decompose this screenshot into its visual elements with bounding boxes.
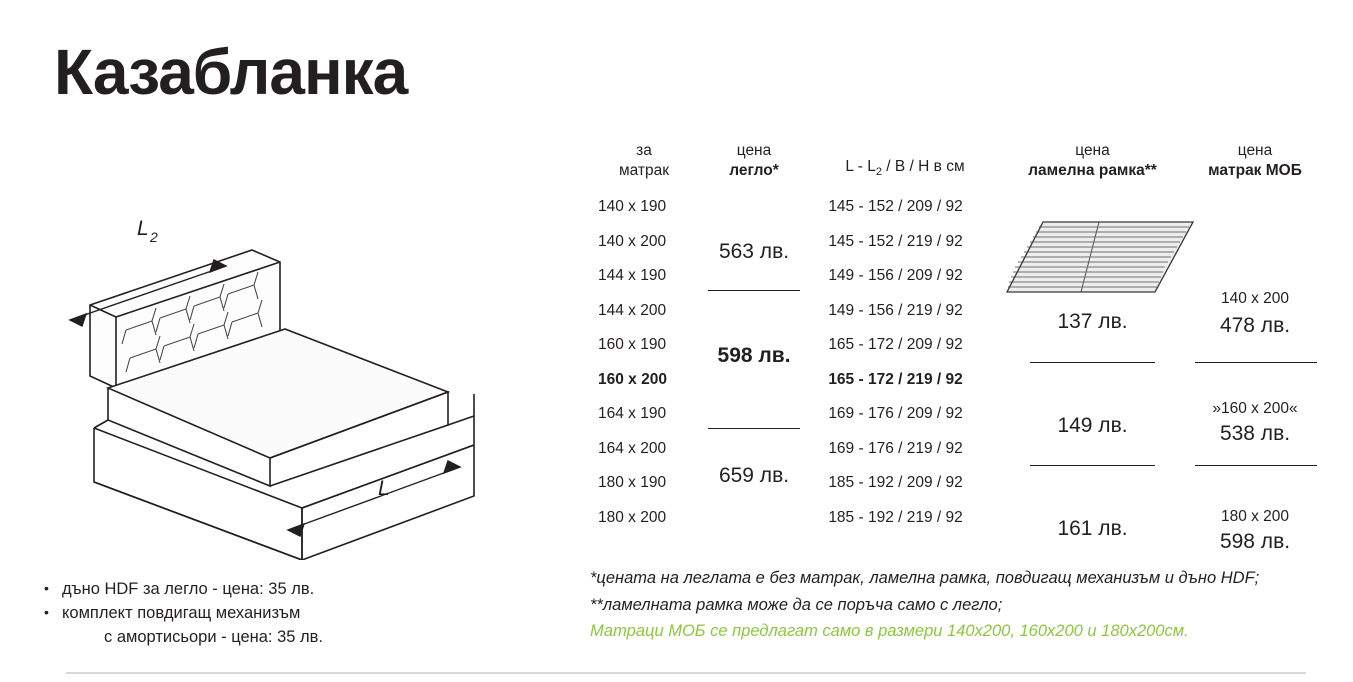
- footnote-2: **ламелната рамка може да се поръча само с легло;: [590, 595, 1003, 614]
- cell-mattress-size: 144 x 200: [598, 301, 667, 319]
- mob-size-1: 140 x 200: [1220, 290, 1290, 307]
- notes-list: [44, 578, 544, 650]
- note-text: дъно HDF за легло - цена: 35 лв.: [62, 580, 315, 598]
- group-divider: [708, 290, 800, 291]
- cell-mattress-size: 144 x 190: [598, 267, 667, 285]
- bed-illustration: [30, 190, 550, 560]
- column-header-dimensions: L - $L_2$ / B / H в см: [845, 158, 965, 179]
- group-divider: [1195, 362, 1317, 363]
- group-divider: [1030, 465, 1155, 466]
- mob-size-3: 180 x 200: [1220, 508, 1290, 525]
- cell-dimensions: 149 - 156 / 219 / 92: [828, 301, 963, 319]
- dimension-label-l: L: [378, 477, 390, 500]
- group-divider: [708, 428, 800, 429]
- table-header-row: [590, 120, 1330, 180]
- column-header-lamel-frame: цена ламелна рамка**: [1028, 142, 1157, 179]
- bed-price-group-3: 659 лв.: [718, 464, 790, 487]
- cell-dimensions: 169 - 176 / 209 / 92: [828, 405, 963, 423]
- price-table: [590, 120, 1330, 553]
- cell-mattress-size: 140 x 190: [598, 198, 667, 216]
- cell-mattress-size: 140 x 200: [598, 232, 667, 250]
- svg-text:2: 2: [150, 229, 158, 245]
- cell-mattress-size: 164 x 190: [598, 405, 667, 423]
- group-divider: [1195, 465, 1317, 466]
- dimension-label-l2: L: [137, 217, 149, 240]
- cell-dimensions: 169 - 176 / 219 / 92: [828, 439, 963, 457]
- column-header-mattress: за матрак: [618, 142, 670, 179]
- cell-dimensions: 165 - 172 / 219 / 92: [828, 370, 963, 388]
- bed-price-group-1: 563 лв.: [718, 240, 790, 263]
- footnote-3: Матраци МОБ се предлагат само в размери 140x200, 160x200 и 180x200см.: [590, 622, 1189, 641]
- footnotes: [590, 565, 1340, 645]
- lamel-frame-illustration: [1005, 218, 1195, 300]
- lamel-price-group-3: 161 лв.: [1057, 517, 1128, 540]
- table-row: [590, 190, 1330, 225]
- cell-mattress-size: 164 x 200: [598, 439, 667, 457]
- bullet-icon: •: [44, 603, 49, 620]
- cell-mattress-size: 160 x 190: [598, 336, 667, 354]
- footnote-1: *цената на леглата е без матрак, ламелна рамка, повдигащ механизъм и дъно HDF;: [590, 569, 1260, 587]
- cell-dimensions: 145 - 152 / 209 / 92: [828, 198, 963, 216]
- bed-price-group-2: 598 лв.: [717, 344, 791, 367]
- cell-mattress-size: 180 x 200: [598, 508, 667, 526]
- lamel-price-group-2: 149 лв.: [1057, 414, 1128, 437]
- lamel-price-group-1: 137 лв.: [1057, 310, 1128, 333]
- column-header-mob-mattress: цена матрак МОБ: [1208, 142, 1302, 179]
- note-text: комплект повдигащ механизъм: [62, 603, 301, 622]
- mob-price-2: 538 лв.: [1219, 422, 1291, 445]
- table-body: [590, 190, 1330, 553]
- list-item: [44, 602, 544, 626]
- cell-dimensions: 185 - 192 / 209 / 92: [828, 474, 963, 492]
- cell-dimensions: 185 - 192 / 219 / 92: [828, 508, 963, 526]
- group-divider: [1030, 362, 1155, 363]
- cell-dimensions: 145 - 152 / 219 / 92: [828, 232, 963, 250]
- page-title: Казабланка: [54, 36, 408, 108]
- table-row: [590, 259, 1330, 294]
- mob-size-2: »160 x 200«: [1212, 400, 1298, 417]
- list-item: [44, 578, 544, 602]
- mob-price-1: 478 лв.: [1219, 314, 1291, 337]
- bullet-icon: •: [44, 580, 49, 596]
- cell-dimensions: 165 - 172 / 209 / 92: [828, 336, 963, 354]
- cell-dimensions: 149 - 156 / 209 / 92: [828, 267, 963, 285]
- column-header-bed-price: цена легло*: [729, 142, 779, 179]
- bottom-divider: [66, 672, 1306, 674]
- cell-mattress-size: 180 x 190: [598, 474, 667, 492]
- mob-price-3: 598 лв.: [1219, 530, 1291, 553]
- cell-mattress-size: 160 x 200: [598, 370, 667, 388]
- note-text-continuation: с амортисьори - цена: 35 лв.: [104, 627, 324, 646]
